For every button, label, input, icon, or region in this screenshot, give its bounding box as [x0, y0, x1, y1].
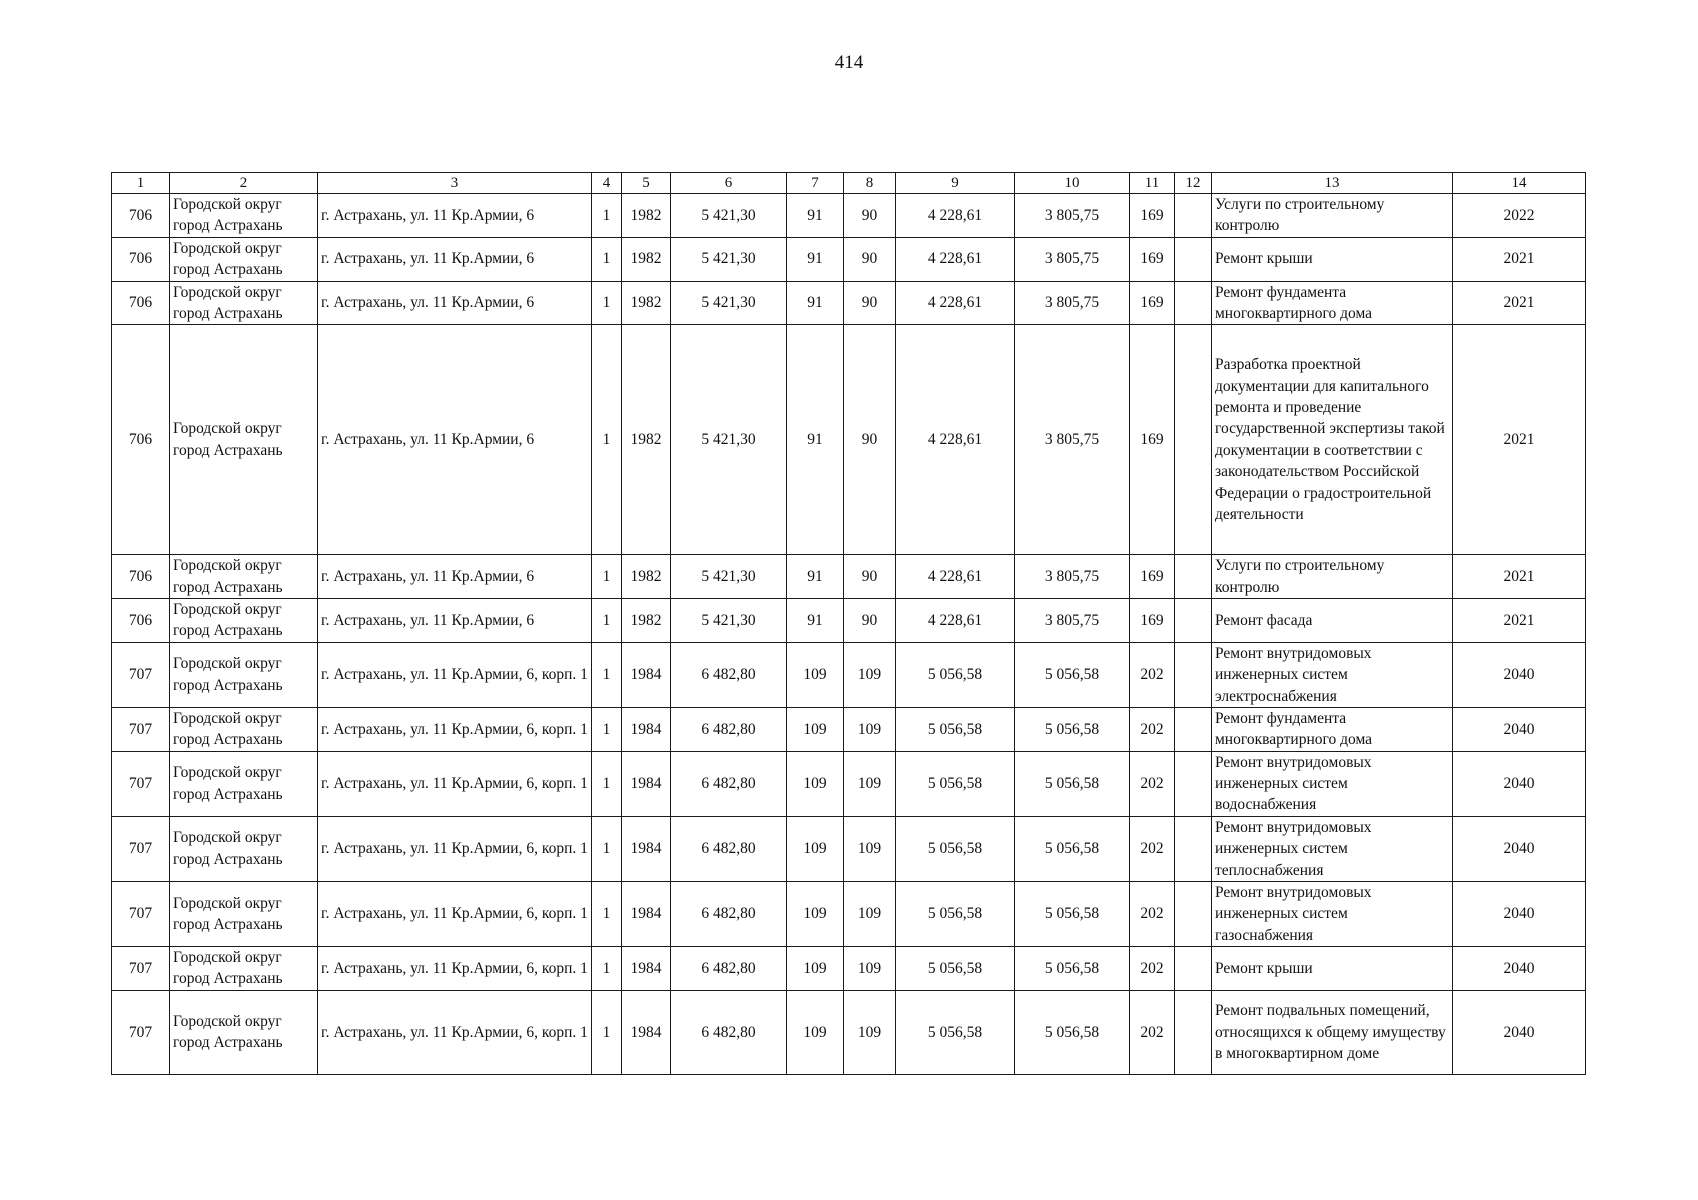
- building-number-cell: 707: [112, 816, 170, 881]
- column-10-cell: 5 056,58: [1015, 707, 1130, 751]
- column-8-cell: 109: [844, 751, 896, 816]
- column-header: 11: [1130, 173, 1175, 194]
- address-cell: г. Астрахань, ул. 11 Кр.Армии, 6: [318, 281, 592, 325]
- column-10-cell: 3 805,75: [1015, 237, 1130, 281]
- column-7-cell: 91: [787, 555, 844, 599]
- column-9-cell: 5 056,58: [896, 751, 1015, 816]
- column-9-cell: 4 228,61: [896, 555, 1015, 599]
- planned-year-cell: 2021: [1453, 599, 1586, 643]
- planned-year-cell: 2021: [1453, 281, 1586, 325]
- year-built-cell: 1984: [622, 707, 671, 751]
- total-area-cell: 6 482,80: [671, 816, 787, 881]
- column-7-cell: 109: [787, 707, 844, 751]
- column-4-cell: 1: [592, 707, 622, 751]
- work-type-cell: Ремонт внутридомовых инженерных систем теплоснабжения: [1212, 816, 1453, 881]
- column-number-row: [112, 173, 1586, 194]
- column-9-cell: 5 056,58: [896, 642, 1015, 707]
- year-built-cell: 1984: [622, 990, 671, 1074]
- column-11-cell: 202: [1130, 751, 1175, 816]
- column-10-cell: 5 056,58: [1015, 816, 1130, 881]
- column-7-cell: 91: [787, 599, 844, 643]
- column-header: 12: [1175, 173, 1212, 194]
- column-header: 5: [622, 173, 671, 194]
- total-area-cell: 6 482,80: [671, 642, 787, 707]
- table-row: [112, 237, 1586, 281]
- column-header: 13: [1212, 173, 1453, 194]
- municipality-cell: Городской округ город Астрахань: [170, 599, 318, 643]
- column-9-cell: 4 228,61: [896, 194, 1015, 238]
- column-4-cell: 1: [592, 325, 622, 555]
- municipality-cell: Городской округ город Астрахань: [170, 237, 318, 281]
- work-type-cell: Ремонт внутридомовых инженерных систем электроснабжения: [1212, 642, 1453, 707]
- table-body: [112, 194, 1586, 1075]
- municipality-cell: Городской округ город Астрахань: [170, 194, 318, 238]
- year-built-cell: 1982: [622, 237, 671, 281]
- address-cell: г. Астрахань, ул. 11 Кр.Армии, 6, корп. 1: [318, 990, 592, 1074]
- column-4-cell: 1: [592, 599, 622, 643]
- column-12-cell: [1175, 642, 1212, 707]
- column-8-cell: 90: [844, 237, 896, 281]
- column-4-cell: 1: [592, 990, 622, 1074]
- column-header: 10: [1015, 173, 1130, 194]
- column-11-cell: 169: [1130, 599, 1175, 643]
- planned-year-cell: 2040: [1453, 642, 1586, 707]
- address-cell: г. Астрахань, ул. 11 Кр.Армии, 6: [318, 555, 592, 599]
- municipality-cell: Городской округ город Астрахань: [170, 816, 318, 881]
- year-built-cell: 1984: [622, 816, 671, 881]
- column-4-cell: 1: [592, 751, 622, 816]
- table-row: [112, 947, 1586, 991]
- building-number-cell: 707: [112, 990, 170, 1074]
- work-type-cell: Ремонт подвальных помещений, относящихся к общему имуществу в многоквартирном доме: [1212, 990, 1453, 1074]
- table-row: [112, 707, 1586, 751]
- table-row: [112, 194, 1586, 238]
- work-type-cell: Ремонт фасада: [1212, 599, 1453, 643]
- column-4-cell: 1: [592, 194, 622, 238]
- column-12-cell: [1175, 751, 1212, 816]
- column-12-cell: [1175, 237, 1212, 281]
- column-11-cell: 202: [1130, 990, 1175, 1074]
- total-area-cell: 5 421,30: [671, 599, 787, 643]
- work-type-cell: Ремонт крыши: [1212, 237, 1453, 281]
- address-cell: г. Астрахань, ул. 11 Кр.Армии, 6: [318, 237, 592, 281]
- total-area-cell: 5 421,30: [671, 325, 787, 555]
- year-built-cell: 1984: [622, 642, 671, 707]
- column-10-cell: 3 805,75: [1015, 194, 1130, 238]
- planned-year-cell: 2021: [1453, 325, 1586, 555]
- column-12-cell: [1175, 599, 1212, 643]
- column-8-cell: 109: [844, 642, 896, 707]
- column-12-cell: [1175, 194, 1212, 238]
- column-7-cell: 109: [787, 751, 844, 816]
- column-8-cell: 109: [844, 990, 896, 1074]
- column-7-cell: 109: [787, 990, 844, 1074]
- total-area-cell: 6 482,80: [671, 990, 787, 1074]
- total-area-cell: 5 421,30: [671, 194, 787, 238]
- column-10-cell: 3 805,75: [1015, 599, 1130, 643]
- municipality-cell: Городской округ город Астрахань: [170, 642, 318, 707]
- column-11-cell: 169: [1130, 237, 1175, 281]
- column-11-cell: 169: [1130, 281, 1175, 325]
- column-header: 4: [592, 173, 622, 194]
- total-area-cell: 5 421,30: [671, 237, 787, 281]
- column-9-cell: 5 056,58: [896, 881, 1015, 946]
- column-7-cell: 109: [787, 947, 844, 991]
- column-11-cell: 202: [1130, 642, 1175, 707]
- column-12-cell: [1175, 881, 1212, 946]
- table-row: [112, 881, 1586, 946]
- column-10-cell: 5 056,58: [1015, 642, 1130, 707]
- column-8-cell: 90: [844, 599, 896, 643]
- column-9-cell: 5 056,58: [896, 707, 1015, 751]
- building-number-cell: 706: [112, 237, 170, 281]
- column-12-cell: [1175, 555, 1212, 599]
- table-row: [112, 325, 1586, 555]
- column-10-cell: 5 056,58: [1015, 881, 1130, 946]
- municipality-cell: Городской округ город Астрахань: [170, 281, 318, 325]
- column-header: 3: [318, 173, 592, 194]
- column-11-cell: 169: [1130, 325, 1175, 555]
- address-cell: г. Астрахань, ул. 11 Кр.Армии, 6, корп. 1: [318, 751, 592, 816]
- address-cell: г. Астрахань, ул. 11 Кр.Армии, 6: [318, 194, 592, 238]
- building-number-cell: 706: [112, 325, 170, 555]
- year-built-cell: 1982: [622, 281, 671, 325]
- column-11-cell: 202: [1130, 816, 1175, 881]
- building-number-cell: 706: [112, 281, 170, 325]
- column-7-cell: 91: [787, 237, 844, 281]
- column-7-cell: 91: [787, 194, 844, 238]
- table-row: [112, 599, 1586, 643]
- address-cell: г. Астрахань, ул. 11 Кр.Армии, 6, корп. 1: [318, 816, 592, 881]
- column-4-cell: 1: [592, 947, 622, 991]
- work-type-cell: Ремонт внутридомовых инженерных систем газоснабжения: [1212, 881, 1453, 946]
- address-cell: г. Астрахань, ул. 11 Кр.Армии, 6: [318, 325, 592, 555]
- year-built-cell: 1982: [622, 599, 671, 643]
- year-built-cell: 1984: [622, 947, 671, 991]
- column-7-cell: 109: [787, 881, 844, 946]
- column-11-cell: 202: [1130, 947, 1175, 991]
- municipality-cell: Городской округ город Астрахань: [170, 707, 318, 751]
- column-header: 14: [1453, 173, 1586, 194]
- column-header: 2: [170, 173, 318, 194]
- year-built-cell: 1982: [622, 194, 671, 238]
- column-4-cell: 1: [592, 555, 622, 599]
- column-10-cell: 5 056,58: [1015, 990, 1130, 1074]
- column-11-cell: 169: [1130, 194, 1175, 238]
- column-10-cell: 3 805,75: [1015, 555, 1130, 599]
- table-row: [112, 990, 1586, 1074]
- address-cell: г. Астрахань, ул. 11 Кр.Армии, 6, корп. 1: [318, 642, 592, 707]
- table-row: [112, 816, 1586, 881]
- column-header: 8: [844, 173, 896, 194]
- work-type-cell: Разработка проектной документации для капитального ремонта и проведение государственной экспертизы такой документации в соответствии с законодательством Российской Федерации о градостроительной деятельности: [1212, 325, 1453, 555]
- year-built-cell: 1984: [622, 881, 671, 946]
- column-10-cell: 3 805,75: [1015, 281, 1130, 325]
- column-4-cell: 1: [592, 881, 622, 946]
- column-12-cell: [1175, 990, 1212, 1074]
- building-number-cell: 707: [112, 881, 170, 946]
- work-type-cell: Ремонт фундамента многоквартирного дома: [1212, 707, 1453, 751]
- table-row: [112, 281, 1586, 325]
- work-type-cell: Ремонт фундамента многоквартирного дома: [1212, 281, 1453, 325]
- column-4-cell: 1: [592, 816, 622, 881]
- building-number-cell: 706: [112, 194, 170, 238]
- column-7-cell: 109: [787, 816, 844, 881]
- column-12-cell: [1175, 281, 1212, 325]
- planned-year-cell: 2040: [1453, 990, 1586, 1074]
- column-8-cell: 109: [844, 881, 896, 946]
- year-built-cell: 1984: [622, 751, 671, 816]
- planned-year-cell: 2021: [1453, 237, 1586, 281]
- work-type-cell: Услуги по строительному контролю: [1212, 194, 1453, 238]
- planned-year-cell: 2040: [1453, 881, 1586, 946]
- column-11-cell: 169: [1130, 555, 1175, 599]
- column-9-cell: 4 228,61: [896, 325, 1015, 555]
- planned-year-cell: 2021: [1453, 555, 1586, 599]
- column-9-cell: 5 056,58: [896, 990, 1015, 1074]
- building-number-cell: 706: [112, 599, 170, 643]
- column-4-cell: 1: [592, 281, 622, 325]
- column-8-cell: 109: [844, 707, 896, 751]
- table-row: [112, 555, 1586, 599]
- column-9-cell: 4 228,61: [896, 599, 1015, 643]
- column-header: 6: [671, 173, 787, 194]
- year-built-cell: 1982: [622, 325, 671, 555]
- column-11-cell: 202: [1130, 881, 1175, 946]
- work-type-cell: Ремонт крыши: [1212, 947, 1453, 991]
- municipality-cell: Городской округ город Астрахань: [170, 990, 318, 1074]
- column-7-cell: 109: [787, 642, 844, 707]
- total-area-cell: 6 482,80: [671, 947, 787, 991]
- column-12-cell: [1175, 707, 1212, 751]
- column-8-cell: 90: [844, 325, 896, 555]
- address-cell: г. Астрахань, ул. 11 Кр.Армии, 6: [318, 599, 592, 643]
- column-10-cell: 5 056,58: [1015, 751, 1130, 816]
- column-9-cell: 5 056,58: [896, 947, 1015, 991]
- total-area-cell: 6 482,80: [671, 751, 787, 816]
- column-8-cell: 90: [844, 194, 896, 238]
- total-area-cell: 6 482,80: [671, 881, 787, 946]
- year-built-cell: 1982: [622, 555, 671, 599]
- column-12-cell: [1175, 325, 1212, 555]
- column-9-cell: 4 228,61: [896, 237, 1015, 281]
- column-9-cell: 4 228,61: [896, 281, 1015, 325]
- column-8-cell: 90: [844, 555, 896, 599]
- column-12-cell: [1175, 816, 1212, 881]
- municipality-cell: Городской округ город Астрахань: [170, 555, 318, 599]
- work-type-cell: Ремонт внутридомовых инженерных систем водоснабжения: [1212, 751, 1453, 816]
- address-cell: г. Астрахань, ул. 11 Кр.Армии, 6, корп. 1: [318, 707, 592, 751]
- municipality-cell: Городской округ город Астрахань: [170, 325, 318, 555]
- capital-repair-table: [111, 172, 1586, 1075]
- planned-year-cell: 2040: [1453, 751, 1586, 816]
- table-header: [112, 173, 1586, 194]
- address-cell: г. Астрахань, ул. 11 Кр.Армии, 6, корп. 1: [318, 947, 592, 991]
- planned-year-cell: 2022: [1453, 194, 1586, 238]
- municipality-cell: Городской округ город Астрахань: [170, 751, 318, 816]
- work-type-cell: Услуги по строительному контролю: [1212, 555, 1453, 599]
- table-row: [112, 642, 1586, 707]
- column-4-cell: 1: [592, 237, 622, 281]
- column-9-cell: 5 056,58: [896, 816, 1015, 881]
- column-11-cell: 202: [1130, 707, 1175, 751]
- column-10-cell: 5 056,58: [1015, 947, 1130, 991]
- column-8-cell: 109: [844, 947, 896, 991]
- column-12-cell: [1175, 947, 1212, 991]
- table-row: [112, 751, 1586, 816]
- column-8-cell: 109: [844, 816, 896, 881]
- building-number-cell: 707: [112, 751, 170, 816]
- building-number-cell: 707: [112, 642, 170, 707]
- column-7-cell: 91: [787, 325, 844, 555]
- column-8-cell: 90: [844, 281, 896, 325]
- total-area-cell: 6 482,80: [671, 707, 787, 751]
- column-10-cell: 3 805,75: [1015, 325, 1130, 555]
- planned-year-cell: 2040: [1453, 707, 1586, 751]
- total-area-cell: 5 421,30: [671, 555, 787, 599]
- address-cell: г. Астрахань, ул. 11 Кр.Армии, 6, корп. 1: [318, 881, 592, 946]
- column-header: 9: [896, 173, 1015, 194]
- page-number: 414: [834, 52, 864, 73]
- column-7-cell: 91: [787, 281, 844, 325]
- building-number-cell: 706: [112, 555, 170, 599]
- column-header: 7: [787, 173, 844, 194]
- municipality-cell: Городской округ город Астрахань: [170, 881, 318, 946]
- column-4-cell: 1: [592, 642, 622, 707]
- planned-year-cell: 2040: [1453, 816, 1586, 881]
- building-number-cell: 707: [112, 707, 170, 751]
- total-area-cell: 5 421,30: [671, 281, 787, 325]
- building-number-cell: 707: [112, 947, 170, 991]
- planned-year-cell: 2040: [1453, 947, 1586, 991]
- column-header: 1: [112, 173, 170, 194]
- municipality-cell: Городской округ город Астрахань: [170, 947, 318, 991]
